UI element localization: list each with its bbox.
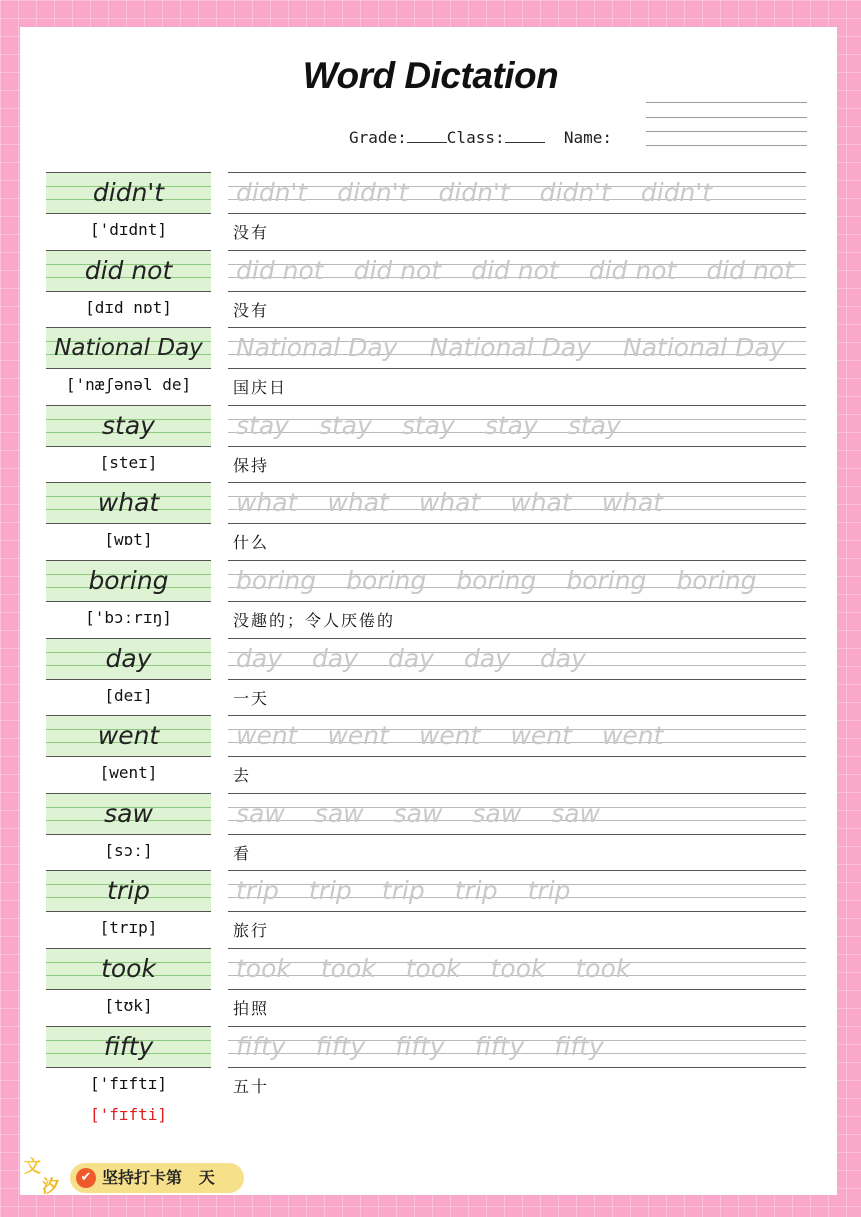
- page-title: Word Dictation: [302, 55, 559, 96]
- tracing-word: National Day: [429, 333, 591, 362]
- tracing-lines[interactable]: [228, 870, 806, 912]
- tracing-word: saw: [551, 799, 600, 828]
- word-cell: [46, 482, 211, 524]
- check-icon: ✔: [76, 1168, 96, 1188]
- phonetic: ['næʃənəl de]: [65, 375, 192, 394]
- logo-char-top: 文: [24, 1157, 41, 1177]
- check-in-badge: [70, 1163, 244, 1193]
- word-text: did not: [84, 256, 173, 285]
- tracing-words: [236, 251, 806, 291]
- phonetic: [steɪ]: [99, 453, 158, 472]
- word-text: trip: [107, 876, 150, 905]
- tracing-lines[interactable]: [228, 715, 806, 757]
- tracing-word: what: [327, 488, 389, 517]
- word-cell: [46, 715, 211, 757]
- tracing-word: did not: [471, 256, 559, 285]
- word-cell: [46, 405, 211, 447]
- meaning: 去: [233, 766, 252, 785]
- meaning: 旅行: [233, 921, 270, 940]
- word-cell: [46, 793, 211, 835]
- tracing-word: went: [601, 721, 664, 750]
- tracing-lines[interactable]: [228, 948, 806, 990]
- phonetic: [tʊk]: [104, 996, 153, 1015]
- grade-blank[interactable]: [407, 128, 447, 143]
- tracing-word: boring: [676, 566, 757, 595]
- tracing-word: fifty: [315, 1032, 366, 1061]
- tracing-word: day: [387, 644, 434, 673]
- tracing-word: stay: [484, 411, 538, 440]
- tracing-word: didn't: [640, 178, 713, 207]
- tracing-word: did not: [353, 256, 442, 285]
- check-in-text: 坚持打卡第 天: [102, 1168, 215, 1187]
- word-text: went: [97, 721, 160, 750]
- tracing-words: [236, 561, 787, 601]
- tracing-lines[interactable]: [228, 405, 806, 447]
- tracing-lines[interactable]: [228, 560, 806, 602]
- word-cell: [46, 638, 211, 680]
- tracing-word: stay: [567, 411, 621, 440]
- meaning: 什么: [233, 533, 270, 552]
- word-text: what: [97, 488, 160, 517]
- meaning: 拍照: [233, 999, 270, 1018]
- tracing-words: [236, 328, 806, 368]
- info-line: [349, 128, 612, 147]
- tracing-word: saw: [314, 799, 364, 828]
- tracing-words: [236, 871, 601, 911]
- meaning: 五十: [233, 1077, 270, 1096]
- tracing-word: fifty: [236, 1032, 286, 1061]
- tracing-word: boring: [456, 566, 537, 595]
- tracing-word: saw: [393, 799, 443, 828]
- word-text: took: [101, 954, 156, 983]
- word-text: fifty: [103, 1032, 154, 1061]
- tracing-word: boring: [346, 566, 427, 595]
- word-text: didn't: [92, 178, 165, 207]
- tracing-lines[interactable]: [228, 250, 806, 292]
- tracing-word: stay: [318, 411, 372, 440]
- tracing-word: day: [539, 644, 586, 673]
- tracing-word: what: [418, 488, 481, 517]
- word-cell: [46, 327, 211, 369]
- word-cell: [46, 948, 211, 990]
- word-text: National Day: [54, 335, 203, 361]
- tracing-word: went: [510, 721, 572, 750]
- tracing-word: trip: [236, 876, 279, 905]
- tracing-word: saw: [472, 799, 522, 828]
- meaning: 国庆日: [233, 378, 288, 397]
- meaning: 没有: [233, 301, 270, 320]
- tracing-word: took: [575, 954, 631, 983]
- word-cell: [46, 1026, 211, 1068]
- tracing-words: [236, 483, 693, 523]
- tracing-word: National Day: [623, 333, 785, 362]
- word-text: stay: [102, 411, 155, 440]
- tracing-words: [236, 173, 742, 213]
- tracing-word: didn't: [438, 178, 510, 207]
- tracing-lines[interactable]: [228, 327, 806, 369]
- tracing-lines[interactable]: [228, 793, 806, 835]
- tracing-word: fifty: [474, 1032, 525, 1061]
- tracing-words: [236, 794, 630, 834]
- phonetic: [trɪp]: [99, 918, 158, 937]
- meaning: 保持: [233, 456, 270, 475]
- phonetic: ['bɔːrɪŋ]: [85, 608, 172, 627]
- meaning: 一天: [233, 689, 270, 708]
- tracing-words: [236, 406, 651, 446]
- tracing-words: [236, 716, 693, 756]
- tracing-word: boring: [566, 566, 647, 595]
- tracing-word: fifty: [395, 1032, 445, 1061]
- tracing-words: [236, 639, 616, 679]
- logo-char-bottom: 汐: [42, 1177, 59, 1197]
- tracing-word: boring: [236, 566, 317, 595]
- grade-label: Grade:: [349, 128, 407, 147]
- tracing-word: saw: [236, 799, 285, 828]
- phonetic: ['dɪdnt]: [89, 220, 168, 239]
- meaning: 看: [233, 844, 252, 863]
- tracing-word: didn't: [337, 178, 409, 207]
- tracing-word: day: [311, 644, 358, 673]
- meaning: 没趣的；令人厌倦的: [233, 611, 396, 630]
- tracing-word: took: [236, 954, 291, 983]
- tracing-word: trip: [381, 876, 425, 905]
- tracing-lines[interactable]: [228, 1026, 806, 1068]
- phonetic: [wɒt]: [104, 530, 153, 549]
- tracing-word: fifty: [554, 1032, 604, 1061]
- tracing-words: [236, 1027, 634, 1067]
- word-cell: [46, 250, 211, 292]
- tracing-word: stay: [236, 411, 289, 440]
- name-writing-lines: [646, 102, 807, 146]
- word-text: boring: [88, 566, 169, 595]
- tracing-word: trip: [308, 876, 352, 905]
- word-cell: [46, 172, 211, 214]
- tracing-word: took: [320, 954, 376, 983]
- tracing-word: did not: [236, 256, 324, 285]
- tracing-word: did not: [706, 256, 794, 285]
- tracing-word: took: [490, 954, 546, 983]
- tracing-word: took: [405, 954, 461, 983]
- tracing-word: trip: [527, 876, 571, 905]
- tracing-word: trip: [454, 876, 498, 905]
- phonetic-alt: ['fɪfti]: [89, 1105, 168, 1124]
- tracing-word: what: [510, 488, 572, 517]
- brand-logo: [24, 1152, 64, 1196]
- word-cell: [46, 560, 211, 602]
- tracing-word: National Day: [236, 333, 398, 362]
- tracing-word: didn't: [539, 178, 611, 207]
- class-blank[interactable]: [505, 128, 545, 143]
- tracing-word: what: [236, 488, 298, 517]
- phonetic: [sɔː]: [104, 841, 153, 860]
- tracing-lines[interactable]: [228, 638, 806, 680]
- phonetic: [dɪd nɒt]: [85, 298, 172, 317]
- word-text: day: [105, 644, 152, 673]
- tracing-word: day: [463, 644, 510, 673]
- tracing-word: did not: [588, 256, 677, 285]
- tracing-word: went: [418, 721, 481, 750]
- phonetic: ['fɪftɪ]: [89, 1074, 168, 1093]
- tracing-word: stay: [401, 411, 455, 440]
- tracing-word: went: [236, 721, 298, 750]
- tracing-word: what: [601, 488, 664, 517]
- meaning: 没有: [233, 223, 270, 242]
- phonetic: [went]: [99, 763, 158, 782]
- tracing-lines[interactable]: [228, 172, 806, 214]
- tracing-word: day: [236, 644, 282, 673]
- word-text: saw: [104, 799, 153, 828]
- class-label: Class:: [446, 128, 505, 147]
- tracing-word: didn't: [236, 178, 308, 207]
- word-cell: [46, 870, 211, 912]
- phonetic: [deɪ]: [104, 686, 153, 705]
- tracing-word: went: [327, 721, 389, 750]
- tracing-words: [236, 949, 660, 989]
- name-label: Name:: [563, 128, 613, 147]
- tracing-lines[interactable]: [228, 482, 806, 524]
